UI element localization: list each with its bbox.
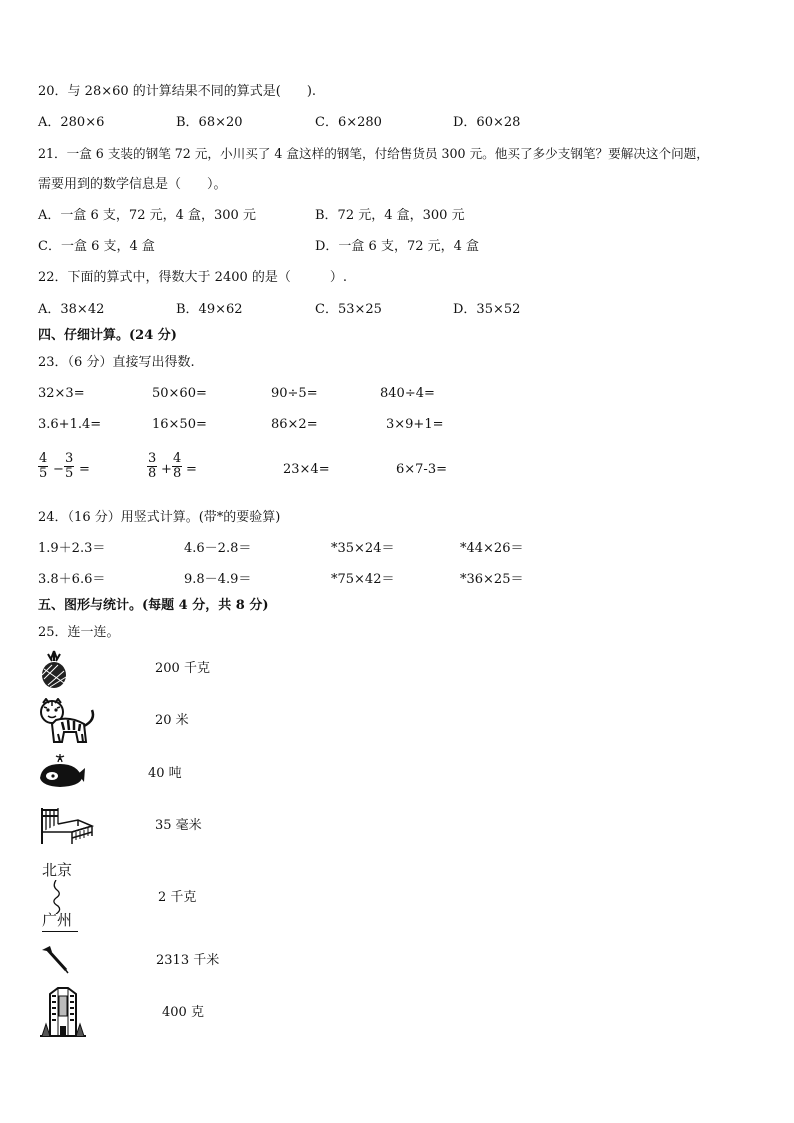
q24-item: *35×24＝ — [331, 541, 395, 556]
q23-item: 90÷5= — [271, 386, 318, 401]
q25-value: 400 克 — [162, 1005, 204, 1020]
q24-item: 4.6－2.8＝ — [184, 541, 252, 556]
q22-option-c: C．53×25 — [315, 302, 382, 317]
q20-option-c: C．6×280 — [315, 115, 382, 130]
q23-item: 86×2= — [271, 417, 318, 432]
nail-icon — [40, 944, 70, 974]
tiger-icon — [38, 698, 100, 746]
q23-item: 16×50= — [152, 417, 207, 432]
fraction-equals: = — [79, 462, 90, 477]
q20-option-b: B．68×20 — [176, 115, 243, 130]
fraction-3-8: $\frac{3}{8}$ — [148, 451, 157, 481]
q23-item: 32×3= — [38, 386, 85, 401]
q23-item: 50×60= — [152, 386, 207, 401]
q22-stem: 22．下面的算式中，得数大于 2400 的是（ ）. — [38, 270, 348, 285]
fraction-operator: + — [161, 462, 172, 477]
q21-option-a: A．一盒 6 支，72 元，4 盒，300 元 — [38, 208, 256, 223]
map-label-guangzhou: 广州 — [42, 911, 73, 929]
fraction-3-5: $\frac{3}{5}$ — [65, 451, 74, 481]
whale-icon — [38, 752, 86, 790]
q24-item: *44×26＝ — [460, 541, 524, 556]
q23-stem: 23．（6 分）直接写出得数. — [38, 355, 195, 370]
map-label-beijing: 北京 — [42, 861, 73, 879]
q25-value: 200 千克 — [155, 661, 210, 676]
q22-option-d: D．35×52 — [453, 302, 521, 317]
fraction-operator: − — [53, 462, 64, 477]
q20-stem: 20．与 28×60 的计算结果不同的算式是( ). — [38, 84, 317, 99]
pineapple-icon — [38, 649, 70, 689]
q24-item: *36×25＝ — [460, 572, 524, 587]
fraction-equals: = — [186, 462, 197, 477]
q24-item: 3.8＋6.6＝ — [38, 572, 106, 587]
fraction-4-5: $\frac{4}{5}$ — [39, 451, 48, 481]
q20-option-a: A．280×6 — [38, 115, 105, 130]
section5-title: 五、图形与统计。(每题 4 分，共 8 分) — [38, 598, 269, 613]
q24-item: 1.9＋2.3＝ — [38, 541, 106, 556]
q25-value: 2 千克 — [158, 890, 197, 905]
q21-option-b: B．72 元，4 盒，300 元 — [315, 208, 465, 223]
q23-item: 3×9+1= — [386, 417, 444, 432]
q23-item: 23×4= — [283, 462, 330, 477]
q20-option-d: D．60×28 — [453, 115, 521, 130]
q23-item: 6×7-3= — [396, 462, 447, 477]
fraction-4-8: $\frac{4}{8}$ — [173, 451, 182, 481]
q25-value: 35 毫米 — [155, 818, 202, 833]
q24-stem: 24．（16 分）用竖式计算。(带*的要验算) — [38, 510, 281, 525]
q21-stem-line2: 需要用到的数学信息是（ ）。 — [38, 177, 227, 192]
q22-option-b: B．49×62 — [176, 302, 243, 317]
q23-item: 840÷4= — [380, 386, 435, 401]
q24-item: *75×42＝ — [331, 572, 395, 587]
q25-value: 2313 千米 — [156, 953, 220, 968]
q21-option-d: D．一盒 6 支，72 元，4 盒 — [315, 239, 480, 254]
building-icon — [38, 984, 88, 1038]
bed-icon — [38, 802, 94, 846]
q21-stem-line1: 21．一盒 6 支装的钢笔 72 元，小川买了 4 盒这样的钢笔，付给售货员 300 元。他买了多少支钢笔？要解决这个问题， — [38, 146, 709, 161]
q25-value: 40 吨 — [148, 766, 182, 781]
q23-item: 3.6+1.4= — [38, 417, 102, 432]
q25-stem: 25．连一连。 — [38, 625, 120, 640]
beijing-guangzhou-map-icon — [40, 860, 80, 934]
q22-option-a: A．38×42 — [38, 302, 105, 317]
q24-item: 9.8－4.9＝ — [184, 572, 252, 587]
section4-title: 四、仔细计算。(24 分) — [38, 328, 177, 343]
q21-option-c: C．一盒 6 支，4 盒 — [38, 239, 155, 254]
q25-value: 20 米 — [155, 713, 189, 728]
